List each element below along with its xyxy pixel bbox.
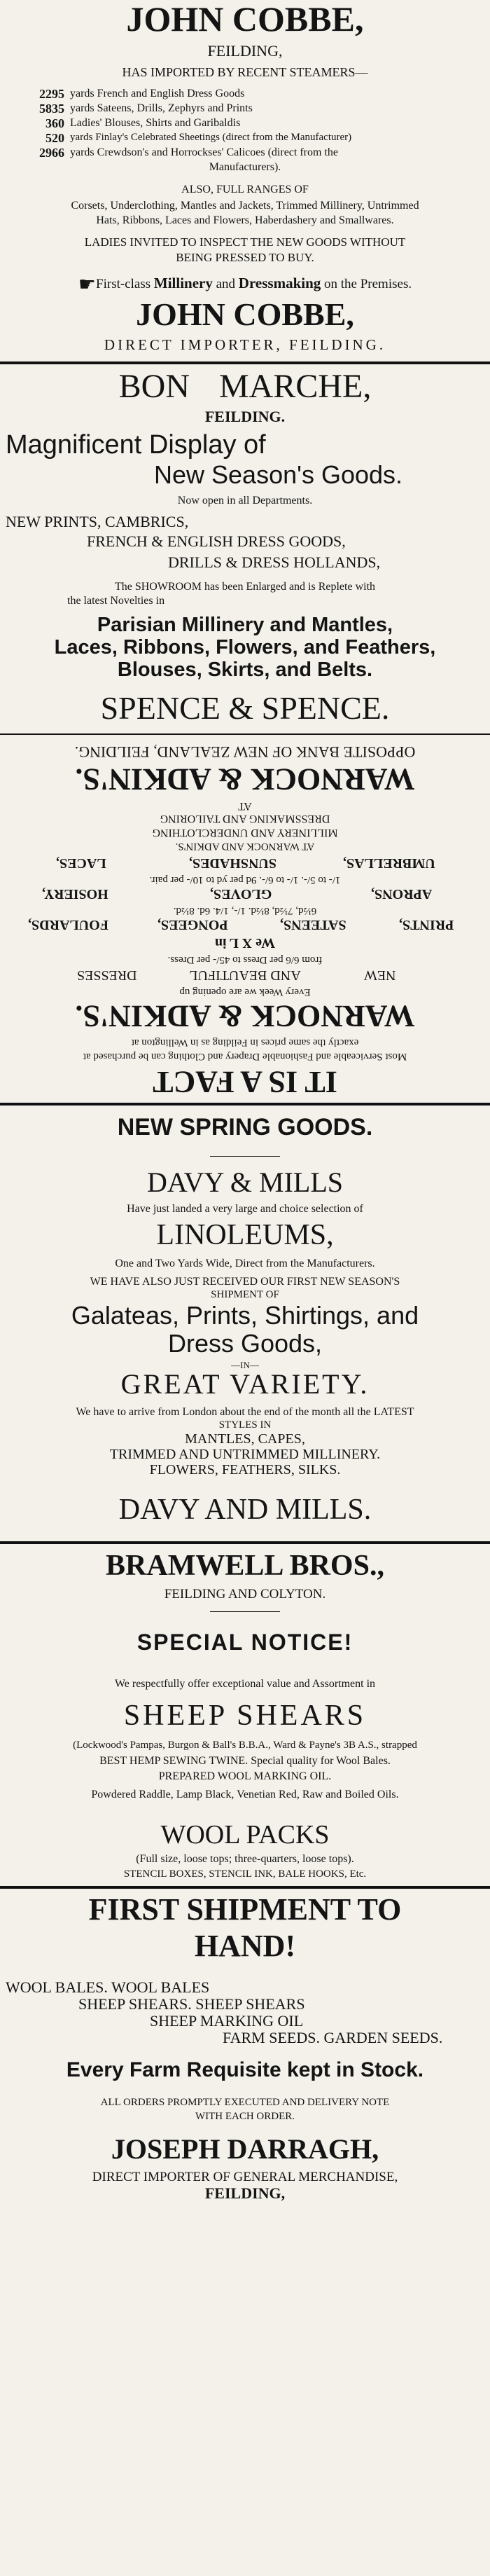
warnock-hosiery: HOSIERY, <box>42 886 108 902</box>
davy-great-variety: GREAT VARIETY. <box>120 1368 370 1400</box>
bramwell-oil: PREPARED WOOL MARKING OIL. <box>158 1770 332 1782</box>
bramwell-stencil: STENCIL BOXES, STENCIL INK, BALE HOOKS, Etc. <box>123 1868 367 1880</box>
bramwell-special: SPECIAL NOTICE! <box>136 1630 354 1655</box>
davy-mantles: MANTLES, CAPES, <box>185 1431 305 1447</box>
davy-name: DAVY & MILLS <box>146 1166 344 1198</box>
darragh-every: Every Farm Requisite kept in Stock. <box>66 2058 424 2081</box>
davy-linoleums: LINOLEUMS, <box>156 1219 334 1251</box>
cobbe-item-text: yards Sateens, Drills, Zephyrs and Prints <box>70 102 253 114</box>
cobbe-item-qty: 360 <box>46 116 64 130</box>
pointing-hand-icon: ☛ <box>78 274 97 296</box>
warnock-gloves: GLOVES, <box>210 886 272 902</box>
darragh-orders: ALL ORDERS PROMPTLY EXECUTED AND DELIVERY NOTE <box>100 2097 390 2108</box>
warnock-millinery: MILLINERY AND UNDERCLOTHING <box>152 827 338 839</box>
bramwell-offer: We respectfully offer exceptional value and Assortment in <box>114 1678 376 1690</box>
divider-rule <box>0 1886 490 1889</box>
dressmaking-word: Dressmaking <box>238 275 321 291</box>
millinery-text: First-class <box>96 277 154 291</box>
warnock-exactly: exactly the same prices in Feilding as in Wellington at <box>131 1037 359 1048</box>
cobbe-footer-sub: DIRECT IMPORTER, FEILDING. <box>104 336 386 353</box>
millinery-and: and <box>212 277 239 291</box>
cobbe-item-text: yards French and English Dress Goods <box>70 88 245 99</box>
davy-galateas: Galateas, Prints, Shirtings, and <box>71 1301 419 1330</box>
warnock-fabric: PONGEES, <box>158 917 228 932</box>
bon-goods-line: FRENCH & ENGLISH DRESS GOODS, <box>87 532 346 550</box>
millinery-word: Millinery <box>153 275 213 291</box>
davy-arrive: We have to arrive from London about the end of the month all the LATEST <box>76 1406 414 1418</box>
darragh-town: FEILDING, <box>204 2184 286 2202</box>
bon-goods-line: DRILLS & DRESS HOLLANDS, <box>168 553 381 571</box>
bon-parisian-line: Blouses, Skirts, and Belts. <box>117 659 373 681</box>
warnock-prices: 6½d, 7½d, 8½d. 1/-, 1/4. 6d. 8½d. <box>173 905 317 916</box>
warnock-every-week: Every Week we are opening up <box>179 986 311 998</box>
cobbe-items-cont: Manufacturers). <box>209 161 281 173</box>
davy-dress-goods: Dress Goods, <box>167 1329 323 1358</box>
darragh-hand: HAND! <box>194 1929 296 1963</box>
darragh-stock-line: WOOL BALES. WOOL BALES <box>6 1978 210 1996</box>
darragh-name: JOSEPH DARRAGH, <box>111 2133 379 2165</box>
cobbe-item-qty: 2295 <box>39 87 64 101</box>
warnock-excel: We X L in <box>214 935 276 951</box>
bon-mag-line: Magnificent Display of <box>6 430 266 460</box>
divider-rule <box>0 733 490 735</box>
cobbe-item-qty: 520 <box>46 131 64 145</box>
bon-showroom: the latest Novelties in <box>67 595 165 607</box>
warnock-dressmaking: DRESSMAKING AND TAILORING <box>160 813 330 825</box>
bon-title: BON MARCHE, <box>118 368 372 405</box>
davy-flowers: FLOWERS, FEATHERS, SILKS. <box>149 1462 341 1478</box>
bramwell-lockwood: (Lockwood's Pampas, Burgon & Ball's B.B.A., Ward & Payne's 3B A.S., strapped <box>73 1740 417 1751</box>
warnock-fabric: PRINTS, <box>399 917 454 932</box>
bon-open: Now open in all Departments. <box>177 495 313 507</box>
davy-landed: Have just landed a very large and choice selection of <box>127 1203 363 1215</box>
davy-in: —IN— <box>231 1360 259 1370</box>
bramwell-twine: BEST HEMP SEWING TWINE. Special quality for Wool Bales. <box>99 1755 391 1767</box>
millinery-premises: on the Premises. <box>321 277 412 291</box>
warnock-name-bottom: WARNOCK & ADKIN'S. <box>75 762 415 797</box>
bramwell-towns: FEILDING AND COLYTON. <box>164 1587 326 1602</box>
davy-received: WE HAVE ALSO JUST RECEIVED OUR FIRST NEW SEASON'S <box>90 1276 400 1288</box>
cobbe-millinery-line <box>0 275 490 295</box>
warnock-at-name: AT WARNOCK AND ADKIN'S. <box>175 841 315 852</box>
warnock-fact: IT IS A FACT <box>153 1065 337 1099</box>
darragh-first: FIRST SHIPMENT TO <box>88 1892 402 1927</box>
warnock-at: AT <box>238 800 252 812</box>
warnock-fabric: SATEENS, <box>280 917 346 932</box>
cobbe-also-line: Corsets, Underclothing, Mantles and Jackets, Trimmed Millinery, Untrimmed <box>71 200 419 212</box>
bramwell-raddle: Powdered Raddle, Lamp Black, Venetian Red, Raw and Boiled Oils. <box>91 1789 399 1800</box>
davy-millinery: TRIMMED AND UNTRIMMED MILLINERY. <box>109 1447 381 1462</box>
darragh-stock-line: SHEEP SHEARS. SHEEP SHEARS <box>78 1995 305 2013</box>
cobbe-also-heading: ALSO, FULL RANGES OF <box>181 184 309 195</box>
short-rule <box>210 1156 280 1157</box>
warnock-new: NEW <box>364 967 396 983</box>
bon-town: FEILDING. <box>204 408 286 425</box>
bon-goods-line: NEW PRINTS, CAMBRICS, <box>6 513 189 530</box>
warnock-most: Most Serviceable and Fashionable Drapery and Clothing can be purchased at <box>83 1051 407 1062</box>
bon-mag-line: New Season's Goods. <box>154 460 403 489</box>
cobbe-item-qty: 2966 <box>39 146 64 160</box>
warnock-from: from 6/6 per Dress to 45/- per Dress. <box>167 954 323 965</box>
warnock-dresses: DRESSES <box>77 967 137 983</box>
davy-wide: One and Two Yards Wide, Direct from the Manufacturers. <box>115 1258 375 1269</box>
warnock-sunshades: SUNSHADES, <box>189 855 277 871</box>
warnock-prices: 1/- to 5/-. 1/- to 6/-. 9d per yd to 10/- per pair. <box>149 874 341 886</box>
davy-header: NEW SPRING GOODS. <box>117 1114 373 1141</box>
cobbe-name: JOHN COBBE, <box>126 0 364 39</box>
warnock-umbrellas: UMBRELLAS, <box>343 855 435 871</box>
cobbe-item-text: yards Crewdson's and Horrockses' Calicoes (direct from the <box>70 146 338 158</box>
darragh-stock-line: FARM SEEDS. GARDEN SEEDS. <box>223 2029 443 2046</box>
warnock-fabric: FOULARDS, <box>28 917 109 932</box>
darragh-orders: WITH EACH ORDER. <box>195 2111 295 2122</box>
bramwell-shears: SHEEP SHEARS <box>123 1700 367 1732</box>
divider-rule <box>0 361 490 364</box>
cobbe-invite-line: LADIES INVITED TO INSPECT THE NEW GOODS WITHOUT <box>84 235 406 249</box>
davy-footer: DAVY AND MILLS. <box>118 1494 372 1526</box>
cobbe-item-text: Ladies' Blouses, Shirts and Garibaldis <box>70 117 241 129</box>
cobbe-footer-name: JOHN COBBE, <box>136 296 354 332</box>
bramwell-sizes: (Full size, loose tops; three-quarters, loose tops). <box>136 1853 354 1865</box>
darragh-direct: DIRECT IMPORTER OF GENERAL MERCHANDISE, <box>92 2170 398 2184</box>
bon-showroom: The SHOWROOM has been Enlarged and is Replete with <box>114 581 376 593</box>
cobbe-invite-line: BEING PRESSED TO BUY. <box>176 251 314 264</box>
warnock-aprons: APRONS, <box>371 886 433 902</box>
cobbe-also-line: Hats, Ribbons, Laces and Flowers, Haberdashery and Smallwares. <box>96 214 394 226</box>
davy-styles: STYLES IN <box>218 1419 272 1431</box>
bon-parisian-line: Laces, Ribbons, Flowers, and Feathers, <box>54 636 436 659</box>
short-rule <box>210 1611 280 1612</box>
davy-shipment: SHIPMENT OF <box>211 1289 279 1300</box>
bramwell-packs: WOOL PACKS <box>160 1820 330 1850</box>
divider-rule <box>0 1541 490 1544</box>
darragh-stock-line: SHEEP MARKING OIL <box>150 2012 304 2030</box>
bramwell-name: BRAMWELL BROS., <box>106 1550 384 1582</box>
cobbe-imported: HAS IMPORTED BY RECENT STEAMERS— <box>122 65 368 79</box>
cobbe-town: FEILDING, <box>207 42 283 60</box>
divider-rule <box>0 1103 490 1106</box>
bon-footer: SPENCE & SPENCE. <box>100 690 390 726</box>
warnock-name-top: WARNOCK & ADKIN'S. <box>75 999 415 1033</box>
warnock-and-beautiful: AND BEAUTIFUL <box>189 967 301 983</box>
cobbe-item-qty: 5835 <box>39 102 64 116</box>
warnock-laces: LACES, <box>56 855 106 871</box>
warnock-opposite: OPPOSITE BANK OF NEW ZEALAND, FEILDING. <box>74 743 416 761</box>
bon-parisian-line: Parisian Millinery and Mantles, <box>97 614 393 636</box>
cobbe-item-text: yards Finlay's Celebrated Sheetings (direct from the Manufacturer) <box>70 132 352 143</box>
